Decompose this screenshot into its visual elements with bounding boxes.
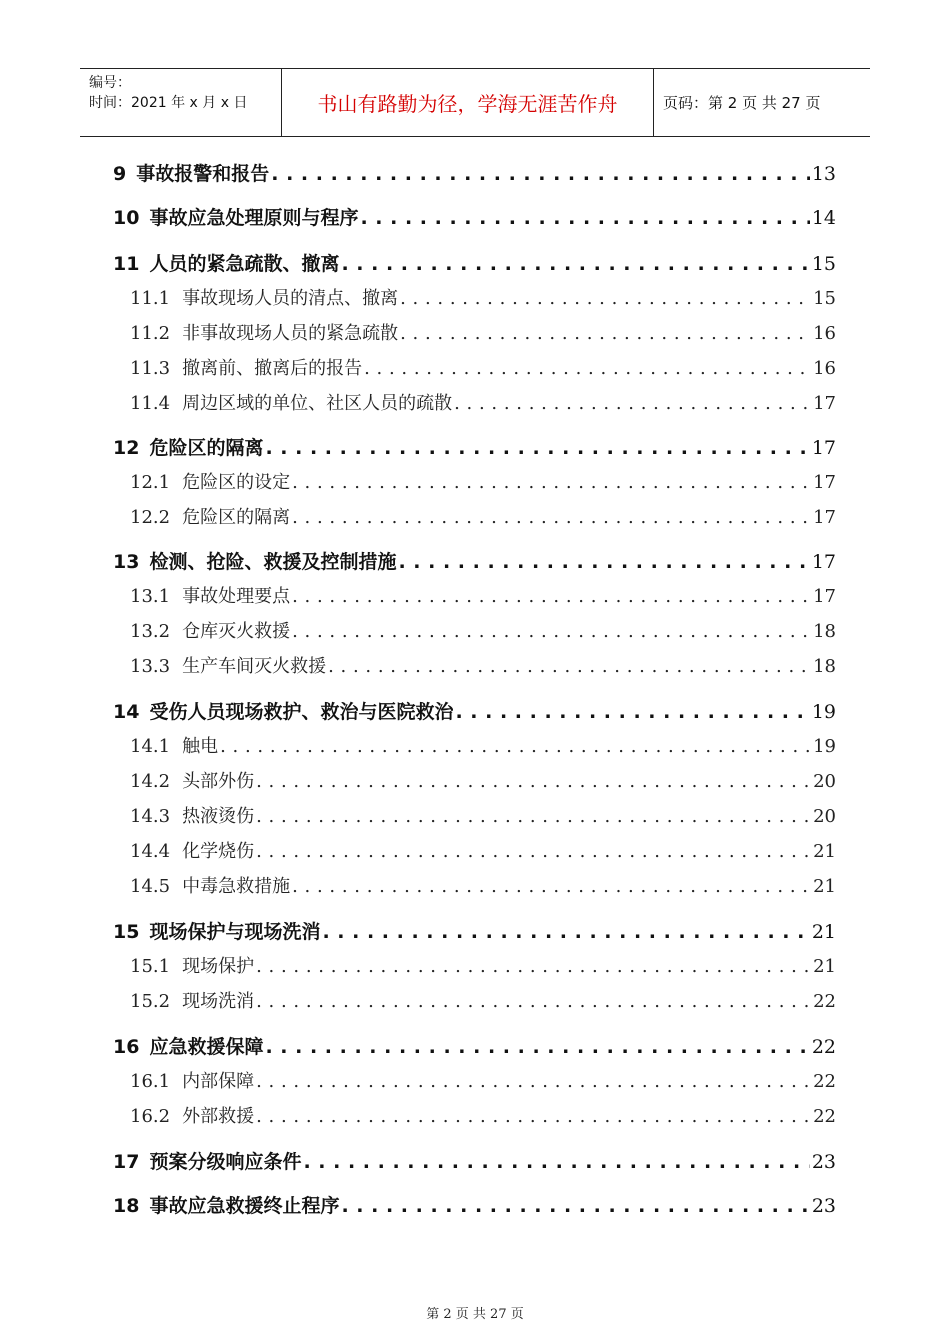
toc-section-entry[interactable] (130, 652, 836, 678)
toc-section-entry[interactable] (130, 987, 836, 1013)
toc-dot-leader (292, 876, 811, 897)
toc-dot-leader (292, 621, 811, 642)
toc-entry-number: 14.5 (130, 876, 171, 897)
toc-entry-page-number: 15 (813, 288, 836, 309)
toc-section-entry[interactable] (130, 617, 836, 643)
toc-entry-number: 14 (113, 701, 140, 723)
toc-dot-leader (256, 771, 811, 792)
toc-entry-number: 16.2 (130, 1106, 171, 1127)
toc-entry-page-number: 20 (813, 771, 836, 792)
toc-entry-title: 检测、抢险、救援及控制措施 (149, 551, 397, 573)
toc-entry-number: 13.3 (130, 656, 171, 677)
toc-entry-title: 事故应急救援终止程序 (149, 1195, 340, 1217)
toc-entry-page-number: 17 (813, 472, 836, 493)
toc-dot-leader (360, 207, 809, 229)
toc-entry-number: 12 (113, 437, 140, 459)
toc-entry-page-number: 17 (811, 437, 836, 459)
toc-dot-leader (256, 1071, 811, 1092)
toc-section-entry[interactable] (130, 872, 836, 898)
header-page-info: 页码：第 2 页 共 27 页 (663, 94, 821, 112)
toc-section-entry[interactable] (130, 802, 836, 828)
toc-entry-title: 中毒急救措施 (182, 876, 291, 897)
toc-entry-page-number: 18 (813, 656, 836, 677)
toc-entry-number: 11.1 (130, 288, 171, 309)
toc-entry-number: 15.2 (130, 991, 171, 1012)
toc-entry-page-number: 16 (813, 323, 836, 344)
toc-entry-number: 13.1 (130, 586, 171, 607)
toc-dot-leader (322, 921, 809, 943)
toc-section-entry[interactable] (130, 767, 836, 793)
toc-dot-leader (341, 253, 809, 275)
toc-entry-page-number: 17 (813, 393, 836, 414)
toc-entry-page-number: 21 (813, 876, 836, 897)
toc-entry-number: 14.2 (130, 771, 171, 792)
toc-section-entry[interactable] (130, 582, 836, 608)
toc-section-entry[interactable] (130, 837, 836, 863)
toc-dot-leader (265, 437, 809, 459)
toc-entry-title: 现场保护与现场洗消 (149, 921, 321, 943)
toc-entry-number: 12.2 (130, 507, 171, 528)
toc-dot-leader (265, 1036, 809, 1058)
header-motto: 书山有路勤为径，学海无涯苦作舟 (282, 69, 654, 136)
toc-entry-page-number: 17 (813, 586, 836, 607)
toc-entry-title: 危险区的隔离 (182, 507, 291, 528)
toc-entry-title: 外部救援 (182, 1106, 255, 1127)
toc-dot-leader (400, 323, 811, 344)
toc-section-entry[interactable] (130, 284, 836, 310)
toc-entry-page-number: 19 (813, 736, 836, 757)
toc-chapter-entry[interactable] (113, 697, 836, 724)
toc-entry-number: 13 (113, 551, 140, 573)
toc-section-entry[interactable] (130, 1067, 836, 1093)
toc-dot-leader (328, 656, 811, 677)
toc-entry-number: 10 (113, 207, 140, 229)
toc-entry-number: 18 (113, 1195, 140, 1217)
toc-entry-title: 危险区的设定 (182, 472, 291, 493)
toc-dot-leader (292, 472, 811, 493)
toc-entry-number: 11 (113, 253, 140, 275)
toc-section-entry[interactable] (130, 389, 836, 415)
toc-entry-number: 9 (113, 163, 127, 185)
toc-entry-title: 事故现场人员的清点、撤离 (182, 288, 399, 309)
document-date: 时间：2021 年 x 月 x 日 (89, 95, 248, 111)
toc-entry-title: 应急救援保障 (149, 1036, 264, 1058)
toc-entry-title: 人员的紧急疏散、撤离 (149, 253, 340, 275)
toc-entry-number: 14.4 (130, 841, 171, 862)
toc-entry-page-number: 21 (811, 921, 836, 943)
toc-entry-title: 头部外伤 (182, 771, 255, 792)
toc-entry-page-number: 18 (813, 621, 836, 642)
toc-entry-page-number: 14 (811, 207, 836, 229)
toc-section-entry[interactable] (130, 503, 836, 529)
toc-entry-title: 内部保障 (182, 1071, 255, 1092)
toc-entry-number: 11.2 (130, 323, 171, 344)
toc-entry-title: 非事故现场人员的紧急疏散 (182, 323, 399, 344)
toc-entry-number: 11.4 (130, 393, 171, 414)
toc-entry-title: 受伤人员现场救护、救治与医院救治 (149, 701, 454, 723)
toc-entry-title: 现场洗消 (182, 991, 255, 1012)
toc-entry-title: 事故报警和报告 (136, 163, 270, 185)
toc-entry-title: 化学烧伤 (182, 841, 255, 862)
toc-entry-page-number: 17 (811, 551, 836, 573)
toc-dot-leader (256, 956, 811, 977)
toc-entry-page-number: 22 (811, 1036, 836, 1058)
toc-dot-leader (256, 841, 811, 862)
toc-section-entry[interactable] (130, 319, 836, 345)
toc-entry-title: 事故应急处理原则与程序 (149, 207, 359, 229)
toc-entry-title: 事故处理要点 (182, 586, 291, 607)
toc-entry-page-number: 21 (813, 841, 836, 862)
toc-dot-leader (292, 507, 811, 528)
toc-entry-title: 生产车间灭火救援 (182, 656, 327, 677)
toc-entry-title: 热液烫伤 (182, 806, 255, 827)
toc-entry-page-number: 22 (813, 1071, 836, 1092)
toc-dot-leader (364, 358, 811, 379)
toc-chapter-entry[interactable] (113, 1032, 836, 1059)
toc-entry-number: 11.3 (130, 358, 171, 379)
toc-entry-page-number: 23 (811, 1195, 836, 1217)
toc-dot-leader (455, 701, 809, 723)
toc-section-entry[interactable] (130, 732, 836, 758)
toc-entry-number: 13.2 (130, 621, 171, 642)
toc-entry-page-number: 13 (811, 163, 836, 185)
toc-chapter-entry[interactable] (113, 1191, 836, 1218)
toc-section-entry[interactable] (130, 1102, 836, 1128)
toc-entry-number: 12.1 (130, 472, 171, 493)
toc-entry-title: 撤离前、撤离后的报告 (182, 358, 363, 379)
toc-entry-page-number: 19 (811, 701, 836, 723)
toc-section-entry[interactable] (130, 354, 836, 380)
toc-chapter-entry[interactable] (113, 249, 836, 276)
toc-entry-page-number: 22 (813, 991, 836, 1012)
toc-dot-leader (256, 1106, 811, 1127)
toc-chapter-entry[interactable] (113, 547, 836, 574)
toc-entry-number: 15 (113, 921, 140, 943)
toc-entry-page-number: 15 (811, 253, 836, 275)
toc-entry-number: 17 (113, 1151, 140, 1173)
toc-dot-leader (398, 551, 809, 573)
toc-entry-page-number: 20 (813, 806, 836, 827)
toc-entry-number: 16 (113, 1036, 140, 1058)
toc-entry-number: 15.1 (130, 956, 171, 977)
toc-dot-leader (341, 1195, 809, 1217)
toc-entry-number: 14.3 (130, 806, 171, 827)
toc-entry-page-number: 17 (813, 507, 836, 528)
toc-dot-leader (292, 586, 811, 607)
toc-dot-leader (271, 163, 810, 185)
toc-entry-page-number: 22 (813, 1106, 836, 1127)
toc-chapter-entry[interactable] (113, 1147, 836, 1174)
toc-chapter-entry[interactable] (113, 203, 836, 230)
toc-entry-page-number: 21 (813, 956, 836, 977)
toc-dot-leader (400, 288, 811, 309)
toc-dot-leader (256, 991, 811, 1012)
toc-entry-title: 触电 (182, 736, 219, 757)
toc-section-entry[interactable] (130, 952, 836, 978)
toc-entry-title: 预案分级响应条件 (149, 1151, 302, 1173)
toc-entry-title: 现场保护 (182, 956, 255, 977)
toc-chapter-entry[interactable] (113, 433, 836, 460)
toc-dot-leader (454, 393, 811, 414)
toc-dot-leader (256, 806, 811, 827)
toc-dot-leader (303, 1151, 809, 1173)
toc-entry-title: 周边区域的单位、社区人员的疏散 (182, 393, 453, 414)
toc-entry-page-number: 23 (811, 1151, 836, 1173)
page-footer: 第 2 页 共 27 页 (426, 1307, 524, 1322)
document-number-label: 编号： (89, 75, 131, 91)
toc-entry-page-number: 16 (813, 358, 836, 379)
toc-dot-leader (220, 736, 811, 757)
toc-chapter-entry[interactable] (113, 917, 836, 944)
toc-entry-number: 14.1 (130, 736, 171, 757)
toc-chapter-entry[interactable] (113, 159, 836, 186)
toc-entry-title: 危险区的隔离 (149, 437, 264, 459)
toc-entry-number: 16.1 (130, 1071, 171, 1092)
toc-entry-title: 仓库灭火救援 (182, 621, 291, 642)
toc-section-entry[interactable] (130, 468, 836, 494)
